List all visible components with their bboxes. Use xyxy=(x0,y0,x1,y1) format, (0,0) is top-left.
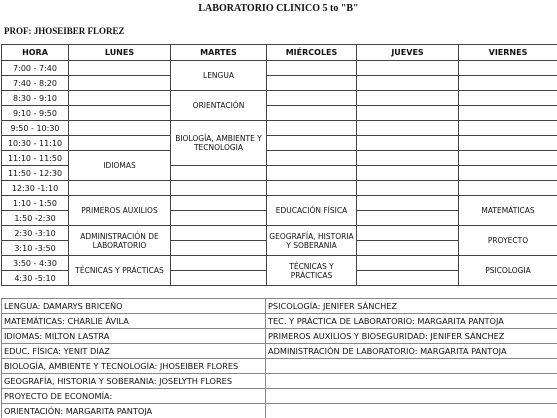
class-cell[interactable]: PSICOLOGIA xyxy=(459,256,557,286)
cell[interactable] xyxy=(459,76,557,91)
class-cell[interactable]: TÉCNICAS Y PRÁCTICAS xyxy=(69,256,171,286)
cell[interactable] xyxy=(69,61,171,76)
class-cell[interactable]: GEOGRAFÍA, HISTORIA Y SOBERANIA xyxy=(267,226,357,256)
cell[interactable] xyxy=(459,136,557,151)
teacher-cell[interactable] xyxy=(266,389,557,404)
cell[interactable] xyxy=(267,136,357,151)
header-martes[interactable]: MARTES xyxy=(171,45,267,61)
cell[interactable] xyxy=(357,106,459,121)
table-row xyxy=(2,76,557,91)
cell[interactable] xyxy=(459,106,557,121)
cell[interactable] xyxy=(171,226,267,241)
header-lunes[interactable]: LUNES xyxy=(69,45,171,61)
cell[interactable] xyxy=(357,76,459,91)
hour-cell[interactable]: 4:30 -5:10 xyxy=(2,271,69,286)
teachers-table xyxy=(1,298,557,418)
cell[interactable] xyxy=(171,211,267,226)
table-row xyxy=(2,196,557,211)
cell[interactable] xyxy=(267,76,357,91)
table-row xyxy=(2,106,557,121)
cell[interactable] xyxy=(357,166,459,181)
hour-cell[interactable]: 7:40 - 8:20 xyxy=(2,76,69,91)
class-cell[interactable]: PRIMEROS AUXILIOS xyxy=(69,196,171,226)
teacher-cell[interactable]: ORIENTACIÓN: MARGARITA PANTOJA xyxy=(2,404,266,418)
table-row xyxy=(2,226,557,241)
cell[interactable] xyxy=(357,196,459,211)
table-row xyxy=(2,344,557,359)
cell[interactable] xyxy=(171,181,267,196)
class-cell[interactable]: ADMINISTRACIÓN DE LABORATORIO xyxy=(69,226,171,256)
cell[interactable] xyxy=(171,256,267,271)
class-cell[interactable]: LENGUA xyxy=(171,61,267,91)
cell[interactable] xyxy=(357,121,459,136)
table-row xyxy=(2,314,557,329)
header-hora[interactable]: HORA xyxy=(2,45,69,61)
table-row xyxy=(2,61,557,76)
cell[interactable] xyxy=(267,181,357,196)
hour-cell[interactable]: 1:10 - 1:50 xyxy=(2,196,69,211)
cell[interactable] xyxy=(69,181,171,196)
cell[interactable] xyxy=(267,121,357,136)
table-row xyxy=(2,299,557,314)
class-cell[interactable]: PROYECTO xyxy=(459,226,557,256)
teacher-cell[interactable]: LENGUA: DAMARYS BRICEÑO xyxy=(2,299,266,314)
schedule-table xyxy=(1,44,557,286)
cell[interactable] xyxy=(357,136,459,151)
hour-cell[interactable]: 11:50 - 12:30 xyxy=(2,166,69,181)
hour-cell[interactable]: 7:00 - 7:40 xyxy=(2,61,69,76)
cell[interactable] xyxy=(357,256,459,271)
header-viernes[interactable]: VIERNES xyxy=(459,45,557,61)
cell[interactable] xyxy=(459,121,557,136)
cell[interactable] xyxy=(267,151,357,166)
table-row xyxy=(2,91,557,106)
hour-cell[interactable]: 12:30 -1:10 xyxy=(2,181,69,196)
cell[interactable] xyxy=(357,91,459,106)
table-row xyxy=(2,121,557,136)
cell[interactable] xyxy=(459,166,557,181)
teacher-cell[interactable]: TEC. Y PRÁCTICA DE LABORATORIO: MARGARITA PANTOJA xyxy=(266,314,557,329)
class-cell[interactable]: MATEMÁTICAS xyxy=(459,196,557,226)
cell[interactable] xyxy=(459,151,557,166)
cell[interactable] xyxy=(357,61,459,76)
teacher-cell[interactable] xyxy=(266,374,557,389)
hour-cell[interactable]: 9:10 - 9:50 xyxy=(2,106,69,121)
teacher-cell[interactable]: MATEMÁTICAS: CHARLIE ÁVILA xyxy=(2,314,266,329)
class-cell[interactable]: TÉCNICAS Y PRÁCTICAS xyxy=(267,256,357,286)
teacher-cell[interactable] xyxy=(266,359,557,374)
class-cell[interactable]: EDUCACIÓN FÍSICA xyxy=(267,196,357,226)
cell[interactable] xyxy=(171,196,267,211)
teacher-cell[interactable] xyxy=(266,404,557,418)
cell[interactable] xyxy=(267,166,357,181)
table-row xyxy=(2,181,557,196)
hour-cell[interactable]: 3:50 - 4:30 xyxy=(2,256,69,271)
cell[interactable] xyxy=(69,106,171,121)
hour-cell[interactable]: 2:30 -3:10 xyxy=(2,226,69,241)
hour-cell[interactable]: 9:50 - 10:30 xyxy=(2,121,69,136)
cell[interactable] xyxy=(69,91,171,106)
teacher-cell[interactable]: PROYECTO DE ECONOMÍA: xyxy=(2,389,266,404)
table-row xyxy=(2,359,557,374)
teacher-cell[interactable]: BIOLOGÍA, AMBIENTE Y TECNOLOGÍA: JHOSEIBER FLORES xyxy=(2,359,266,374)
hour-cell[interactable]: 10:30 - 11:10 xyxy=(2,136,69,151)
header-miercoles[interactable]: MIÉRCOLES xyxy=(267,45,357,61)
document-title: LABORATORIO CLINICO 5 to "B" xyxy=(198,3,359,14)
cell[interactable] xyxy=(357,181,459,196)
cell[interactable] xyxy=(69,136,171,151)
table-row xyxy=(2,136,557,151)
teacher-cell[interactable]: GEOGRAFÍA, HISTORIA Y SOBERANIA: JOSELYTH FLORES xyxy=(2,374,266,389)
table-row xyxy=(2,329,557,344)
cell[interactable] xyxy=(459,181,557,196)
teacher-cell[interactable]: PRIMEROS AUXILIOS Y BIOSEGURIDAD: JENIFER SÁNCHEZ xyxy=(266,329,557,344)
table-row xyxy=(2,151,557,166)
professor-label: PROF: JHOSEIBER FLOREZ xyxy=(4,26,125,36)
cell[interactable] xyxy=(171,166,267,181)
cell[interactable] xyxy=(357,211,459,226)
cell[interactable] xyxy=(357,271,459,286)
class-cell[interactable]: ORIENTACIÓN xyxy=(171,91,267,121)
teacher-cell[interactable]: ADMINISTRACIÓN DE LABORATORIO: MARGARITA PANTOJA xyxy=(266,344,557,359)
hour-cell[interactable]: 1:50 -2:30 xyxy=(2,211,69,226)
cell[interactable] xyxy=(267,91,357,106)
class-cell[interactable]: BIOLOGÍA, AMBIENTE Y TECNOLOGIA xyxy=(171,121,267,166)
header-jueves[interactable]: JUEVES xyxy=(357,45,459,61)
header-row xyxy=(2,45,557,61)
table-row xyxy=(2,374,557,389)
table-row xyxy=(2,256,557,271)
cell[interactable] xyxy=(357,151,459,166)
teacher-cell[interactable]: EDUC. FÍSICA: YENIT DIAZ xyxy=(2,344,266,359)
cell[interactable] xyxy=(357,226,459,241)
cell[interactable] xyxy=(267,106,357,121)
teacher-cell[interactable]: PSICOLOGÍA: JENIFER SÁNCHEZ xyxy=(266,299,557,314)
teacher-cell[interactable]: IDIOMAS: MILTON LASTRA xyxy=(2,329,266,344)
cell[interactable] xyxy=(459,61,557,76)
cell[interactable] xyxy=(267,61,357,76)
hour-cell[interactable]: 11:10 - 11:50 xyxy=(2,151,69,166)
class-cell[interactable]: IDIOMAS xyxy=(69,151,171,181)
cell[interactable] xyxy=(69,76,171,91)
table-row xyxy=(2,404,557,418)
cell[interactable] xyxy=(357,241,459,256)
cell[interactable] xyxy=(171,271,267,286)
cell[interactable] xyxy=(69,121,171,136)
cell[interactable] xyxy=(171,241,267,256)
table-row xyxy=(2,389,557,404)
hour-cell[interactable]: 8:30 - 9:10 xyxy=(2,91,69,106)
cell[interactable] xyxy=(459,91,557,106)
hour-cell[interactable]: 3:10 -3:50 xyxy=(2,241,69,256)
